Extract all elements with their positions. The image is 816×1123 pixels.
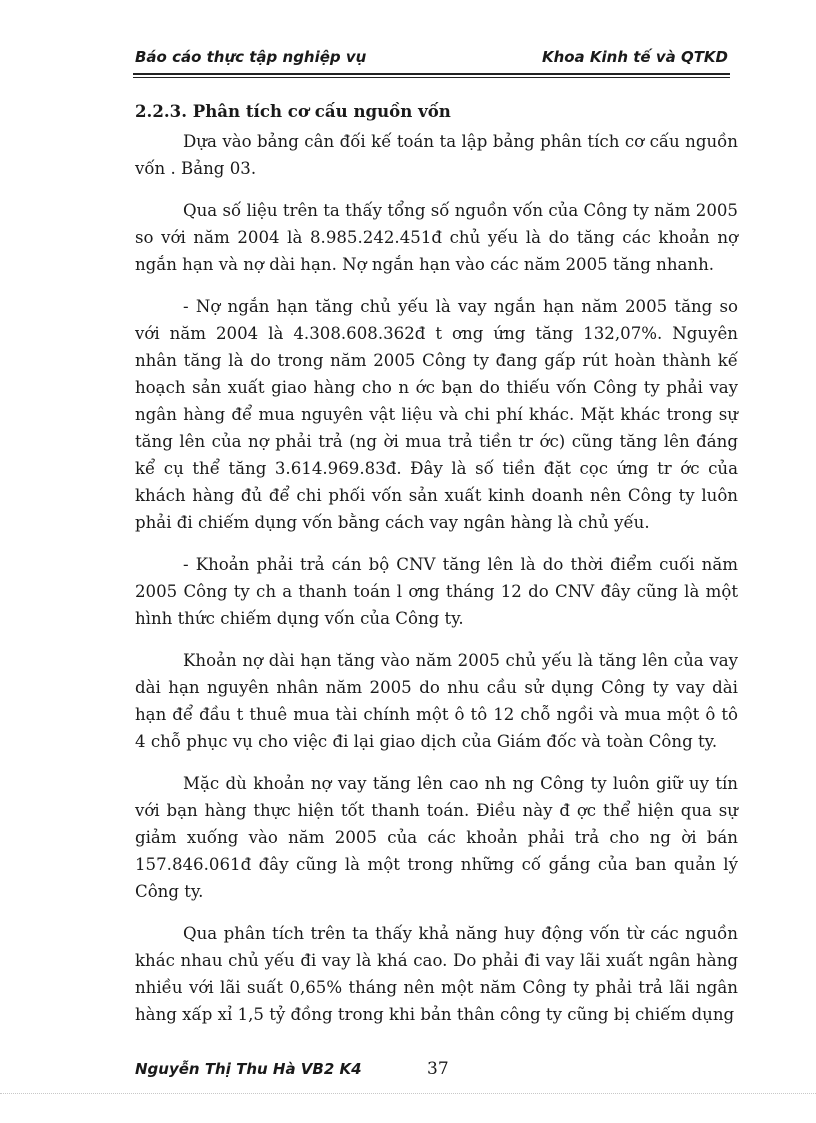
paragraph: Dựa vào bảng cân đối kế toán ta lập bảng phân tích cơ cấu nguồn vốn . Bảng 03. xyxy=(135,132,738,178)
page-body xyxy=(135,98,738,1043)
paragraph: - Nợ ngắn hạn tăng chủ yếu là vay ngắn hạn năm 2005 tăng so với năm 2004 là 4.308.608.362đ t ơng ứng tăng 132,07%. Nguyên nhân tăng là do trong năm 2005 Công ty đang gấp rút hoàn thành kế hoạch sản xuất giao hàng cho n ớc bạn do thiếu vốn Công ty phải vay ngân hàng để mua nguyên vật liệu và chi phí khác. Mặt khác trong sự tăng lên của nợ phải trả (ng ời mua trả tiền tr ớc) cũng tăng lên đáng kể cụ thể tăng 3.614.969.83đ. Đây là số tiền đặt cọc ứng tr ớc của khách hàng đủ để chi phối vốn sản xuất kinh doanh nên Công ty luôn phải đi chiếm dụng vốn bằng cách vay ngân hàng là chủ yếu. xyxy=(135,297,738,532)
footer-author: Nguyễn Thị Thu Hà VB2 K4 xyxy=(135,1060,362,1078)
page-footer xyxy=(135,1058,535,1084)
footer-divider xyxy=(0,1093,816,1094)
header-report-title: Báo cáo thực tập nghiệp vụ xyxy=(135,48,367,66)
header-divider xyxy=(133,73,730,78)
paragraph: Khoản nợ dài hạn tăng vào năm 2005 chủ yếu là tăng lên của vay dài hạn nguyên nhân năm 2005 do nhu cầu sử dụng Công ty vay dài hạn để đầu t thuê mua tài chính một ô tô 12 chỗ ngồi và mua một ô tô 4 chỗ phục vụ cho việc đi lại giao dịch của Giám đốc và toàn Công ty. xyxy=(135,651,738,751)
paragraph: Qua phân tích trên ta thấy khả năng huy động vốn từ các nguồn khác nhau chủ yếu đi vay là khá cao. Do phải đi vay lãi xuất ngân hàng nhiều với lãi suất 0,65% tháng nên một năm Công ty phải trả lãi ngân hàng xấp xỉ 1,5 tỷ đồng trong khi bản thân công ty cũng bị chiếm dụng xyxy=(135,924,738,1024)
page-header xyxy=(135,46,728,70)
page-number: 37 xyxy=(427,1059,449,1079)
paragraph: - Khoản phải trả cán bộ CNV tăng lên là do thời điểm cuối năm 2005 Công ty ch a thanh toán l ơng tháng 12 do CNV đây cũng là một hình thức chiếm dụng vốn của Công ty. xyxy=(135,555,738,628)
paragraph: Mặc dù khoản nợ vay tăng lên cao nh ng Công ty luôn giữ uy tín với bạn hàng thực hiện tốt thanh toán. Điều này đ ợc thể hiện qua sự giảm xuống vào năm 2005 của các khoản phải trả cho ng ời bán 157.846.061đ đây cũng là một trong những cố gắng của ban quản lý Công ty. xyxy=(135,774,738,901)
header-faculty: Khoa Kinh tế và QTKD xyxy=(541,48,728,66)
paragraph: Qua số liệu trên ta thấy tổng số nguồn vốn của Công ty năm 2005 so với năm 2004 là 8.985.242.451đ chủ yếu là do tăng các khoản nợ ngắn hạn và nợ dài hạn. Nợ ngắn hạn vào các năm 2005 tăng nhanh. xyxy=(135,201,738,274)
section-title: 2.2.3. Phân tích cơ cấu nguồn vốn xyxy=(135,101,451,121)
